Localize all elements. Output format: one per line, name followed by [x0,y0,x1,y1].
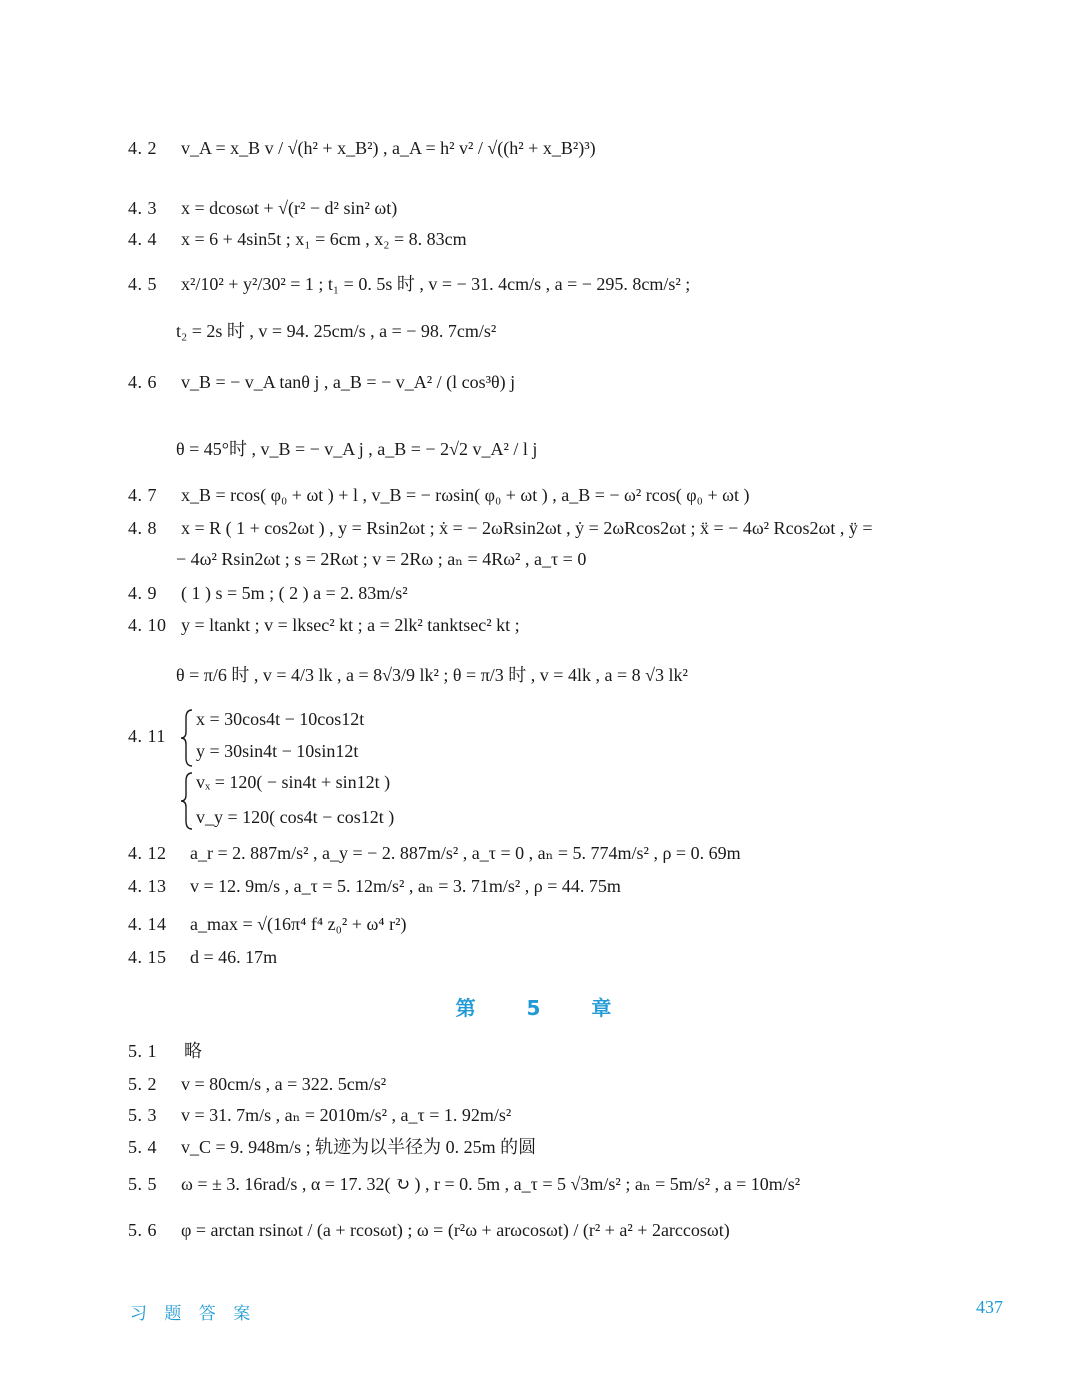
answer-text: ( 1 ) s = 5m ; ( 2 ) a = 2. 83m/s² [181,583,408,603]
answer-number: 5. 2 [128,1074,157,1094]
answer-text: v_C = 9. 948m/s ; 轨迹为以半径为 0. 25m 的圆 [181,1137,537,1157]
answer-text: v_A = x_B v / √(h² + x_B²) , a_A = h² v² / √((h² + x_B²)³) [181,138,596,158]
footer-section-title: 习 题 答 案 [130,1304,257,1324]
answer-number: 4. 2 [128,138,157,158]
answer-number: 4. 9 [128,583,157,603]
answer-number: 4. 13 [128,876,167,896]
answer-text: θ = 45°时 , v_B = − v_A j , a_B = − 2√2 v_A² / l j [176,439,538,459]
answer-text: x = R ( 1 + cos2ωt ) , y = Rsin2ωt ; ẋ = − 2ωRsin2ωt , ẏ = 2ωRcos2ωt ; ẍ = − 4ω² Rcos2ωt , ÿ = [181,518,873,538]
answer-text: x = 30cos4t − 10cos12t [196,709,365,729]
answer-number: 4. 4 [128,229,157,249]
answer-number: 4. 7 [128,485,157,505]
answer-text: − 4ω² Rsin2ωt ; s = 2Rωt ; v = 2Rω ; aₙ = 4Rω² , a_τ = 0 [176,549,587,569]
answer-number: 4. 15 [128,947,167,967]
answer-text: v = 80cm/s , a = 322. 5cm/s² [181,1074,387,1094]
left-brace-icon [180,771,194,831]
answer-text: y = 30sin4t − 10sin12t [196,741,359,761]
answer-text: v = 31. 7m/s , aₙ = 2010m/s² , a_τ = 1. 92m/s² [181,1105,512,1125]
answer-text: a_max = √(16π⁴ f⁴ z₀² + ω⁴ r²) [190,914,407,934]
answer-text: y = ltankt ; v = lksec² kt ; a = 2lk² tanktsec² kt ; [181,615,520,635]
left-brace-icon [180,708,194,768]
chapter-heading: 第 5 章 [455,996,634,1020]
answer-text: φ = arctan rsinωt / (a + rcosωt) ; ω = (r²ω + arωcosωt) / (r² + a² + 2arccosωt) [181,1220,730,1240]
answer-number: 4. 6 [128,372,157,392]
answer-number: 4. 12 [128,843,167,863]
answer-text: x²/10² + y²/30² = 1 ; t₁ = 0. 5s 时 , v = − 31. 4cm/s , a = − 295. 8cm/s² ; [181,274,691,294]
answer-text: θ = π/6 时 , v = 4/3 lk , a = 8√3/9 lk² ; θ = π/3 时 , v = 4lk , a = 8 √3 lk² [176,665,688,685]
answer-text: x = 6 + 4sin5t ; x₁ = 6cm , x₂ = 8. 83cm [181,229,467,249]
answer-number: 5. 5 [128,1174,157,1194]
answer-text: v_B = − v_A tanθ j , a_B = − v_A² / (l cos³θ) j [181,372,516,392]
answer-text: v_y = 120( cos4t − cos12t ) [196,807,395,827]
answer-number: 4. 11 [128,726,166,746]
answer-text: t₂ = 2s 时 , v = 94. 25cm/s , a = − 98. 7cm/s² [176,321,497,341]
answer-text: v = 12. 9m/s , a_τ = 5. 12m/s² , aₙ = 3. 71m/s² , ρ = 44. 75m [190,876,621,896]
answer-number: 4. 8 [128,518,157,538]
answer-number: 5. 3 [128,1105,157,1125]
answer-text: x = dcosωt + √(r² − d² sin² ωt) [181,198,398,218]
answer-number: 4. 3 [128,198,157,218]
page-number: 437 [976,1297,1003,1317]
answer-number: 4. 10 [128,615,167,635]
answer-number: 5. 4 [128,1137,157,1157]
answer-number: 5. 1 [128,1041,157,1061]
answer-text: d = 46. 17m [190,947,278,967]
answer-text: 略 [184,1041,202,1061]
answer-text: vₓ = 120( − sin4t + sin12t ) [196,772,391,792]
answer-number: 4. 14 [128,914,167,934]
answer-text: x_B = rcos( φ₀ + ωt ) + l , v_B = − rωsin( φ₀ + ωt ) , a_B = − ω² rcos( φ₀ + ωt ) [181,485,750,505]
answer-text: ω = ± 3. 16rad/s , α = 17. 32( ↻ ) , r = 0. 5m , a_τ = 5 √3m/s² ; aₙ = 5m/s² , a = 10m/s² [181,1174,801,1194]
answer-number: 4. 5 [128,274,157,294]
answer-text: a_r = 2. 887m/s² , a_y = − 2. 887m/s² , a_τ = 0 , aₙ = 5. 774m/s² , ρ = 0. 69m [190,843,741,863]
answer-number: 5. 6 [128,1220,157,1240]
